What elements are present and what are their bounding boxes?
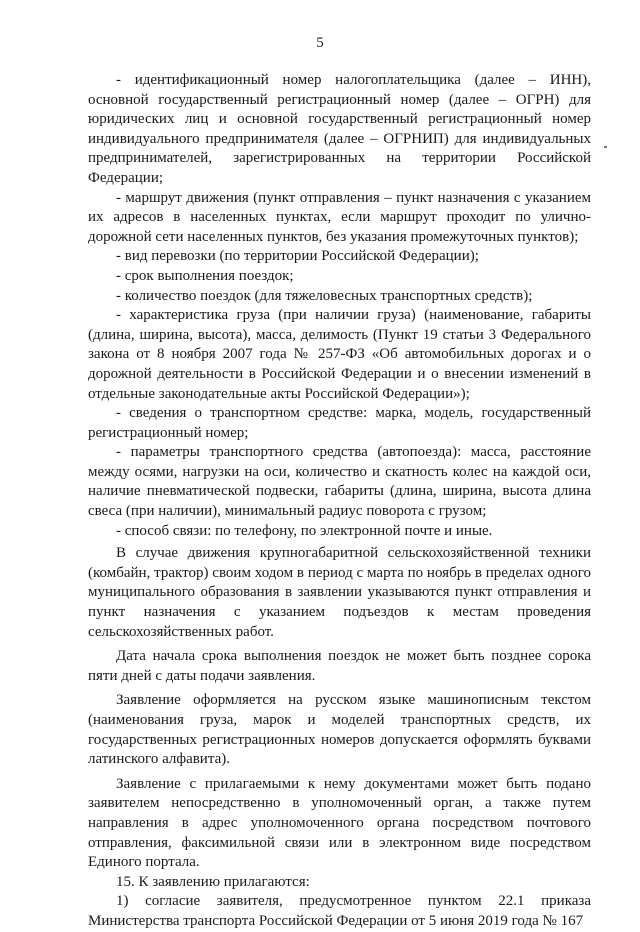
margin-mark bbox=[604, 146, 607, 148]
list-item-vehicle-info: - сведения о транспортном средстве: марка, модель, государственный регистрационный номер; bbox=[88, 405, 591, 441]
list-item-consent: 1) согласие заявителя, предусмотренное пунктом 22.1 приказа Министерства транспорта Российской Федерации от 5 июня 2019 года № 167 bbox=[88, 893, 591, 929]
list-item-transport-type: - вид перевозки (по территории Российской Федерации); bbox=[116, 248, 479, 265]
list-item-cargo: - характеристика груза (при наличии груза) (наименование, габариты (длина, ширина, высота), масса, делимость (Пункт 19 статьи 3 Федерального закона от 8 ноября 2007 года № 257-ФЗ «Об автомобильных дорогах и о дорожной деятельности в Российской Федерации и о внесении изменений в отдельные законодательные акты Российской Федерации»); bbox=[88, 307, 591, 402]
list-item-term: - срок выполнения поездок; bbox=[116, 267, 294, 284]
paragraph-agri-machinery: В случае движения крупногабаритной сельскохозяйственной техники (комбайн, трактор) своим ходом в период с марта по ноябрь в пределах одного муниципального образования в заявлении указываются пункт отправления и пункт назначения с указанием подъездов к местам проведения сельскохозяйственных работ. bbox=[88, 545, 591, 640]
list-item-inn: - идентификационный номер налогоплательщика (далее – ИНН), основной государственный регистрационный номер (далее – ОГРН) для юридических лиц и основной государственный регистрационный номер индивидуального предпринимателя (далее – ОГРНИП) для индивидуальных предпринимателей, зарегистрированных на территории Российской Федерации; bbox=[88, 72, 591, 186]
paragraph-language: Заявление оформляется на русском языке машинописным текстом (наименования груза, марок и моделей транспортных средств, их государственных регистрационных номеров допускается оформлять буквами латинского алфавита). bbox=[88, 692, 591, 768]
document-body bbox=[88, 71, 591, 932]
section-heading-attachments: 15. К заявлению прилагаются: bbox=[116, 873, 310, 890]
list-item-trip-count: - количество поездок (для тяжеловесных транспортных средств); bbox=[116, 287, 533, 304]
paragraph-start-date: Дата начала срока выполнения поездок не может быть позднее сорока пяти дней с даты подачи заявления. bbox=[88, 648, 591, 684]
list-item-contact: - способ связи: по телефону, по электронной почте и иные. bbox=[116, 522, 493, 539]
list-item-route: - маршрут движения (пункт отправления – пункт назначения с указанием их адресов в населенных пунктах, если маршрут проходит по улично-дорожной сети населенных пунктов, без указания промежуточных пунктов); bbox=[88, 189, 591, 245]
paragraph-submission: Заявление с прилагаемыми к нему документами может быть подано заявителем непосредственно в уполномоченный орган, а также путем направления в адрес уполномоченного органа посредством почтового отправления, факсимильной связи или в электронном виде посредством Единого портала. bbox=[88, 775, 591, 871]
page-number: 5 bbox=[316, 35, 324, 51]
list-item-vehicle-params: - параметры транспортного средства (автопоезда): масса, расстояние между осями, нагрузки на оси, количество и скатность колес на каждой оси, наличие пневматической подвески, габариты (длина, ширина, высота длина свеса (при наличии), минимальный радиус поворота с грузом; bbox=[88, 444, 591, 520]
